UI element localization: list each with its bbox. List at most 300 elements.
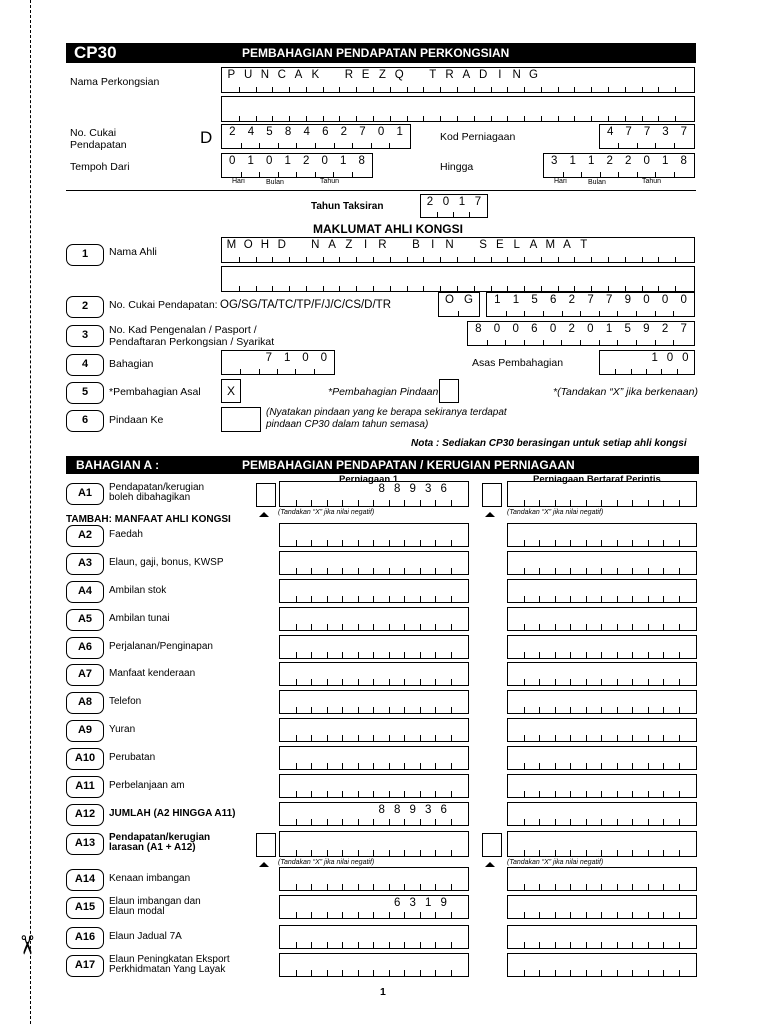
char-cell: [452, 663, 468, 685]
char-cell: [525, 747, 541, 769]
char-cell: [359, 691, 375, 713]
pembahagian-pindaan-label: *Pembahagian Pindaan: [328, 386, 439, 398]
char-cell: [540, 832, 556, 856]
char-cell: [556, 608, 572, 630]
char-cell: N: [307, 238, 324, 262]
char-cell: [643, 238, 660, 262]
char-cell: [359, 832, 375, 856]
char-cell: [592, 267, 609, 291]
char-cell: [618, 691, 634, 713]
char-cell: [509, 832, 525, 856]
char-cell: 0: [544, 322, 563, 345]
char-cell: [602, 608, 618, 630]
amount-field-a13[interactable]: [279, 831, 469, 857]
char-cell: [297, 832, 313, 856]
char-cell: 9: [405, 482, 421, 506]
char-cell: [556, 580, 572, 602]
amount-field-a9[interactable]: [279, 718, 469, 742]
row-code-a15: A15: [66, 897, 104, 919]
char-cell: [343, 896, 359, 918]
char-cell: [374, 719, 390, 741]
char-cell: [587, 552, 603, 574]
char-cell: [509, 524, 525, 546]
char-cell: 0: [296, 351, 314, 374]
pindaan-ke-label: Pindaan Ke: [109, 414, 164, 426]
char-cell: [436, 580, 452, 602]
nama-perkongsian-field[interactable]: [221, 67, 695, 93]
amount-field-perintis-a14[interactable]: [507, 867, 697, 891]
char-cell: [592, 68, 609, 92]
row-label-a6: Perjalanan/Penginapan: [109, 641, 213, 652]
char-cell: [424, 97, 441, 121]
char-cell: [587, 868, 603, 890]
char-cell: [297, 747, 313, 769]
char-cell: [257, 267, 274, 291]
char-cell: 9: [405, 803, 421, 825]
nama-perkongsian-field-line2[interactable]: [221, 96, 695, 122]
char-cell: 7: [353, 125, 372, 148]
char-cell: [374, 832, 390, 856]
char-cell: [405, 524, 421, 546]
char-cell: [525, 482, 541, 506]
char-cell: [405, 719, 421, 741]
row-code-a5: A5: [66, 609, 104, 631]
char-cell: [312, 803, 328, 825]
char-cell: [633, 896, 649, 918]
char-cell: 7: [680, 126, 688, 138]
char-cell: [324, 97, 341, 121]
char-cell: 8: [390, 803, 406, 825]
char-cell: [343, 482, 359, 506]
char-cell: [618, 636, 634, 658]
char-cell: 8: [469, 322, 488, 345]
char-cell: [680, 747, 696, 769]
char-cell: [556, 954, 572, 976]
amount-field-a11[interactable]: [279, 774, 469, 798]
row-code-a13: A13: [66, 833, 104, 855]
char-cell: [540, 552, 556, 574]
char-cell: [556, 832, 572, 856]
char-cell: [390, 747, 406, 769]
char-cell: [436, 832, 452, 856]
char-cell: [405, 868, 421, 890]
amount-field-perintis-a1[interactable]: [507, 481, 697, 507]
amount-field-a5[interactable]: [279, 607, 469, 631]
row-label-a9: Yuran: [109, 724, 136, 735]
char-cell: [452, 747, 468, 769]
char-cell: [680, 832, 696, 856]
char-cell: [297, 896, 313, 918]
amount-field-perintis-a9[interactable]: [507, 718, 697, 742]
char-cell: [343, 691, 359, 713]
char-cell: 0: [656, 293, 675, 316]
char-cell: [556, 747, 572, 769]
char-cell: [281, 954, 297, 976]
no-cukai-ahli-field[interactable]: [486, 292, 695, 317]
char-cell: [324, 267, 341, 291]
char-cell: [632, 351, 647, 374]
char-cell: [602, 775, 618, 797]
negative-checkbox-a1[interactable]: [256, 483, 276, 507]
char-cell: [618, 896, 634, 918]
amount-field-a8[interactable]: [279, 690, 469, 714]
amount-field-perintis-a11[interactable]: [507, 774, 697, 798]
char-cell: [587, 954, 603, 976]
form-title: PEMBAHAGIAN PENDAPATAN PERKONGSIAN: [242, 46, 510, 60]
char-cell: [542, 97, 559, 121]
char-cell: [556, 926, 572, 948]
char-cell: [609, 267, 626, 291]
char-cell: U: [240, 68, 257, 92]
char-cell: [436, 868, 452, 890]
negative-checkbox-perintis-a1[interactable]: [482, 483, 502, 507]
bahagian-field[interactable]: [221, 350, 335, 375]
char-cell: [525, 580, 541, 602]
row-number-4: 4: [66, 354, 104, 376]
negative-checkbox-a13[interactable]: [256, 833, 276, 857]
row-label-a4: Ambilan stok: [109, 585, 167, 596]
char-cell: [297, 926, 313, 948]
char-cell: [575, 68, 592, 92]
char-cell: [664, 608, 680, 630]
no-cukai-field[interactable]: [221, 124, 411, 149]
nama-ahli-field-line2[interactable]: [221, 266, 695, 292]
char-cell: [424, 267, 441, 291]
char-cell: [359, 803, 375, 825]
char-cell: 0: [438, 195, 454, 217]
row-label-a5: Ambilan tunai: [109, 613, 170, 624]
char-cell: [571, 803, 587, 825]
char-cell: [609, 97, 626, 121]
char-cell: [633, 524, 649, 546]
char-cell: [421, 747, 437, 769]
char-cell: [664, 580, 680, 602]
hingga-field[interactable]: [543, 153, 695, 178]
char-cell: [328, 832, 344, 856]
char-cell: [405, 663, 421, 685]
char-cell: [223, 351, 241, 374]
char-cell: [343, 868, 359, 890]
char-cell: [312, 636, 328, 658]
amount-field-a16[interactable]: [279, 925, 469, 949]
pindaan-note-2: pindaan CP30 dalam tahun semasa): [266, 419, 429, 430]
char-cell: [281, 896, 297, 918]
char-cell: [556, 868, 572, 890]
amount-field-perintis-a10[interactable]: [507, 746, 697, 770]
char-cell: [676, 267, 693, 291]
char-cell: 1: [656, 154, 675, 177]
char-cell: [540, 868, 556, 890]
amount-field-perintis-a13[interactable]: [507, 831, 697, 857]
char-cell: [421, 524, 437, 546]
char-cell: [359, 524, 375, 546]
char-cell: [328, 747, 344, 769]
char-cell: [390, 832, 406, 856]
char-cell: [312, 832, 328, 856]
tahun-taksiran-field[interactable]: [420, 194, 488, 218]
char-cell: 1: [421, 896, 437, 918]
char-cell: [281, 926, 297, 948]
row-code-a4: A4: [66, 581, 104, 603]
char-cell: G: [464, 294, 473, 306]
char-cell: A: [458, 68, 475, 92]
char-cell: [405, 954, 421, 976]
char-cell: [571, 868, 587, 890]
char-cell: [312, 691, 328, 713]
char-cell: [571, 608, 587, 630]
char-cell: [556, 775, 572, 797]
char-cell: [312, 896, 328, 918]
char-cell: [664, 552, 680, 574]
char-cell: [390, 954, 406, 976]
char-cell: [592, 97, 609, 121]
nama-ahli-label: Nama Ahli: [109, 246, 157, 258]
char-cell: [441, 97, 458, 121]
amount-field-a6[interactable]: [279, 635, 469, 659]
char-cell: [592, 238, 609, 262]
amount-field-a3[interactable]: [279, 551, 469, 575]
char-cell: D: [273, 238, 290, 262]
char-cell: 1: [647, 351, 662, 374]
hingga-label: Hingga: [440, 161, 474, 173]
char-cell: [281, 747, 297, 769]
amount-field-perintis-a4[interactable]: [507, 579, 697, 603]
char-cell: 1: [242, 154, 261, 177]
char-cell: [509, 636, 525, 658]
char-cell: 1: [507, 293, 526, 316]
char-cell: [618, 663, 634, 685]
tempoh-dari-field[interactable]: [221, 153, 373, 178]
char-cell: [633, 747, 649, 769]
char-cell: [525, 954, 541, 976]
char-cell: [680, 636, 696, 658]
amount-field-a1[interactable]: [279, 481, 469, 507]
no-cukai-ahli-prefix-field[interactable]: [438, 292, 480, 317]
char-cell: [436, 954, 452, 976]
char-cell: [312, 552, 328, 574]
row-code-a2: A2: [66, 525, 104, 547]
char-cell: [436, 926, 452, 948]
char-cell: [390, 636, 406, 658]
negative-checkbox-perintis-a13[interactable]: [482, 833, 502, 857]
char-cell: [618, 926, 634, 948]
asas-pembahagian-field[interactable]: [599, 350, 695, 375]
char-cell: [328, 636, 344, 658]
tahun-label-2: Tahun: [642, 178, 662, 185]
char-cell: [405, 691, 421, 713]
char-cell: [509, 608, 525, 630]
char-cell: [458, 97, 475, 121]
char-cell: [664, 803, 680, 825]
char-cell: [509, 663, 525, 685]
char-cell: 0: [223, 154, 242, 177]
char-cell: 9: [436, 896, 452, 918]
char-cell: 0: [488, 322, 507, 345]
char-cell: [307, 97, 324, 121]
char-cell: 2: [335, 125, 354, 148]
amount-field-perintis-a12[interactable]: [507, 802, 697, 826]
char-cell: 2: [223, 125, 242, 148]
row-label-a12: JUMLAH (A2 HINGGA A11): [109, 808, 236, 819]
char-cell: [452, 691, 468, 713]
char-cell: [328, 552, 344, 574]
row-number-1: 1: [66, 244, 104, 266]
pembahagian-pindaan-checkbox[interactable]: [439, 379, 459, 403]
char-cell: [525, 663, 541, 685]
char-cell: [571, 580, 587, 602]
amount-field-a10[interactable]: [279, 746, 469, 770]
row-number-2: 2: [66, 296, 104, 318]
char-cell: [240, 267, 257, 291]
char-cell: 5: [618, 322, 637, 345]
char-cell: 0: [260, 154, 279, 177]
char-cell: [281, 482, 297, 506]
row-label-a13: Pendapatan/kerugian: [109, 832, 211, 843]
char-cell: [618, 775, 634, 797]
char-cell: [436, 775, 452, 797]
char-cell: [436, 663, 452, 685]
char-cell: [633, 482, 649, 506]
char-cell: [571, 663, 587, 685]
char-cell: [559, 97, 576, 121]
amount-field-perintis-a6[interactable]: [507, 635, 697, 659]
row-label-a1: Pendapatan/kerugian: [109, 482, 205, 493]
char-cell: [281, 524, 297, 546]
char-cell: M: [223, 238, 240, 262]
char-cell: [602, 636, 618, 658]
char-cell: 1: [582, 154, 601, 177]
no-cukai-label-2: Pendapatan: [70, 139, 127, 151]
char-cell: 8: [374, 482, 390, 506]
char-cell: 1: [334, 154, 353, 177]
char-cell: [357, 267, 374, 291]
char-cell: [676, 238, 693, 262]
char-cell: [475, 97, 492, 121]
char-cell: [664, 524, 680, 546]
hari-label: Hari: [232, 178, 245, 185]
char-cell: 1: [278, 351, 296, 374]
amount-field-perintis-a7[interactable]: [507, 662, 697, 686]
char-cell: [633, 775, 649, 797]
char-cell: R: [374, 238, 391, 262]
char-cell: [602, 747, 618, 769]
char-cell: [343, 552, 359, 574]
char-cell: [405, 926, 421, 948]
char-cell: [540, 691, 556, 713]
char-cell: M: [542, 238, 559, 262]
char-cell: [587, 719, 603, 741]
char-cell: [421, 608, 437, 630]
char-cell: [571, 954, 587, 976]
char-cell: [359, 747, 375, 769]
char-cell: [509, 775, 525, 797]
pembahagian-asal-checkbox[interactable]: X: [221, 379, 241, 403]
char-cell: 7: [680, 323, 687, 335]
char-cell: [525, 97, 542, 121]
char-cell: [664, 747, 680, 769]
char-cell: [343, 926, 359, 948]
column-header-perintis: Perniagaan Bertaraf Perintis: [533, 474, 661, 485]
char-cell: [540, 747, 556, 769]
amount-field-a15[interactable]: [279, 895, 469, 919]
pindaan-ke-field[interactable]: [221, 407, 261, 432]
char-cell: [343, 608, 359, 630]
amount-field-a7[interactable]: [279, 662, 469, 686]
char-cell: [492, 97, 509, 121]
char-cell: [571, 636, 587, 658]
amount-field-perintis-a8[interactable]: [507, 690, 697, 714]
amount-field-a2[interactable]: [279, 523, 469, 547]
kad-pengenalan-field[interactable]: [467, 321, 695, 346]
char-cell: [587, 803, 603, 825]
char-cell: 4: [297, 125, 316, 148]
char-cell: [452, 719, 468, 741]
char-cell: [312, 747, 328, 769]
char-cell: [509, 691, 525, 713]
char-cell: [297, 580, 313, 602]
char-cell: [525, 267, 542, 291]
char-cell: [587, 608, 603, 630]
amount-field-perintis-a5[interactable]: [507, 607, 697, 631]
char-cell: [421, 954, 437, 976]
kad-pengenalan-label-2: Pendaftaran Perkongsian / Syarikat: [109, 336, 275, 348]
arrow-up-icon: [485, 862, 495, 867]
char-cell: [602, 803, 618, 825]
amount-field-perintis-a16[interactable]: [507, 925, 697, 949]
char-cell: 8: [374, 803, 390, 825]
char-cell: [649, 524, 665, 546]
char-cell: [359, 580, 375, 602]
char-cell: [359, 868, 375, 890]
char-cell: [475, 267, 492, 291]
char-cell: [664, 719, 680, 741]
char-cell: [618, 552, 634, 574]
row-number-3: 3: [66, 325, 104, 347]
char-cell: 2: [619, 154, 638, 177]
amount-field-perintis-a3[interactable]: [507, 551, 697, 575]
char-cell: 1: [454, 195, 470, 217]
amount-field-perintis-a2[interactable]: [507, 523, 697, 547]
amount-field-a4[interactable]: [279, 579, 469, 603]
char-cell: [602, 896, 618, 918]
char-cell: [602, 954, 618, 976]
char-cell: [587, 663, 603, 685]
char-cell: [680, 896, 696, 918]
amount-field-perintis-a15[interactable]: [507, 895, 697, 919]
amount-field-perintis-a17[interactable]: [507, 953, 697, 977]
char-cell: [359, 663, 375, 685]
char-cell: [540, 954, 556, 976]
char-cell: [307, 267, 324, 291]
char-cell: [452, 608, 468, 630]
char-cell: [297, 775, 313, 797]
char-cell: 0: [316, 154, 335, 177]
nama-ahli-field[interactable]: [221, 237, 695, 263]
char-cell: [525, 524, 541, 546]
char-cell: [556, 552, 572, 574]
char-cell: [374, 896, 390, 918]
kod-perniagaan-field[interactable]: [599, 124, 695, 149]
char-cell: E: [492, 238, 509, 262]
char-cell: [343, 524, 359, 546]
char-cell: [374, 954, 390, 976]
char-cell: [618, 832, 634, 856]
char-cell: A: [559, 238, 576, 262]
amount-field-a14[interactable]: [279, 867, 469, 891]
char-cell: [408, 68, 425, 92]
amount-field-a17[interactable]: [279, 953, 469, 977]
amount-field-a12[interactable]: [279, 802, 469, 826]
